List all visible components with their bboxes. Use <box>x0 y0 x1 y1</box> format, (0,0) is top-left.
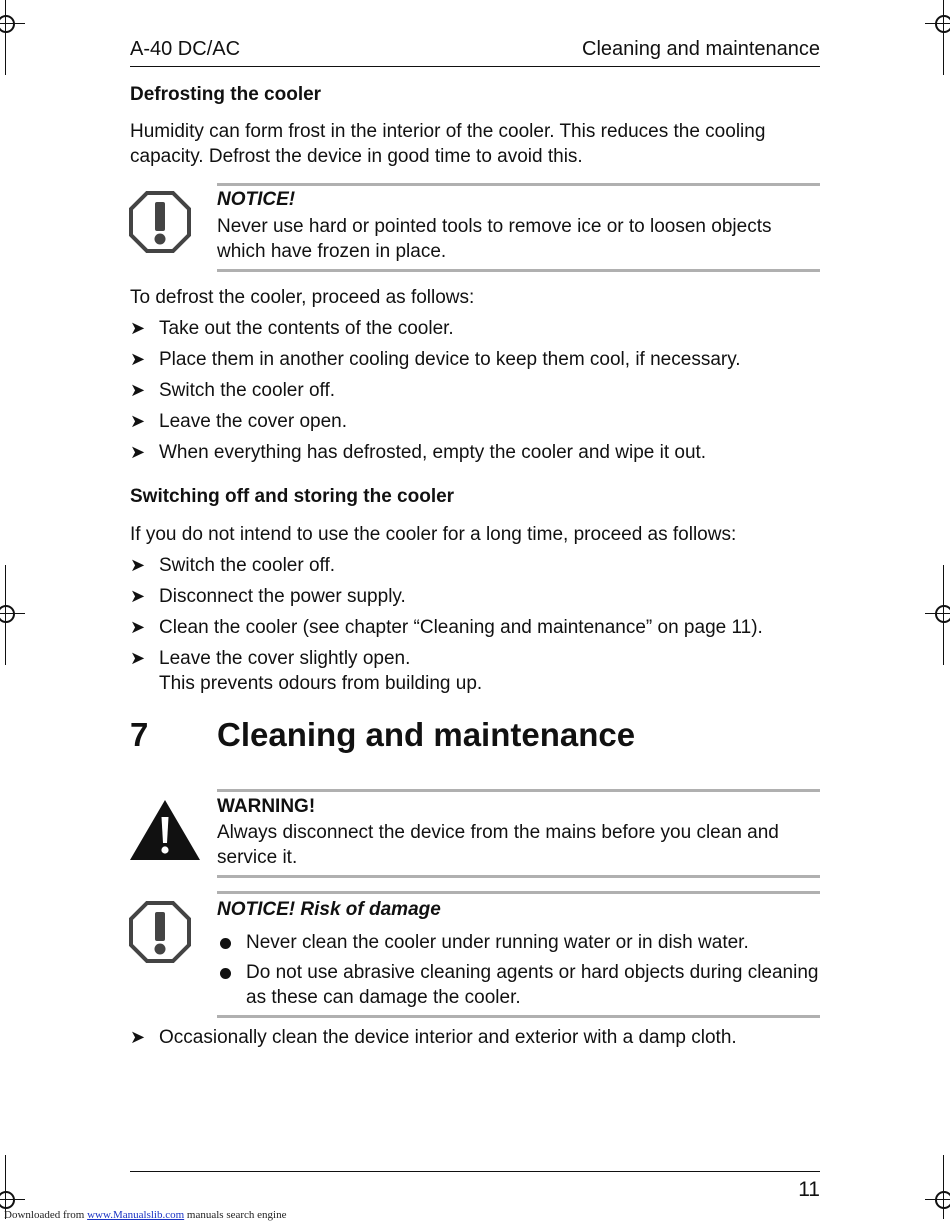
warning-rule-bottom <box>217 875 820 878</box>
chapter-number: 7 <box>130 716 149 753</box>
damage-notice-title: NOTICE! Risk of damage <box>217 899 441 920</box>
notice-rule-top <box>217 183 820 186</box>
defrost-proceed: To defrost the cooler, proceed as follows: <box>130 287 475 308</box>
defrost-notice-title: NOTICE! <box>217 189 296 210</box>
notice-rule-bottom <box>217 269 820 272</box>
defrost-notice-body: Never use hard or pointed tools to remove ice or to loosen objects which have frozen in place. <box>217 216 772 262</box>
step-text: Switch the cooler off. <box>159 380 336 401</box>
registration-mark-bottom-right <box>931 1187 950 1213</box>
arrow-icon: ➤ <box>130 586 146 606</box>
arrow-icon: ➤ <box>130 1027 146 1047</box>
arrow-icon: ➤ <box>130 442 146 462</box>
registration-mark-top-left <box>0 11 19 37</box>
arrow-icon: ➤ <box>130 349 146 369</box>
bullet-text: Never clean the cooler under running water or in dish water. <box>246 932 749 953</box>
step-text: Disconnect the power supply. <box>159 586 406 607</box>
storing-intro: If you do not intend to use the cooler for a long time, proceed as follows: <box>130 524 737 545</box>
defrost-intro: Humidity can form frost in the interior of the cooler. This reduces the cooling capacity. Defrost the device in good time to avoid this. <box>130 121 766 167</box>
warning-body: Always disconnect the device from the mains before you clean and service it. <box>217 822 779 868</box>
footer-rule <box>130 1171 820 1172</box>
registration-mark-mid-right <box>931 601 950 627</box>
header-model: A-40 DC/AC <box>130 38 241 60</box>
step-text: When everything has defrosted, empty the cooler and wipe it out. <box>159 442 707 463</box>
page-number: 11 <box>798 1178 820 1201</box>
bullet-dot <box>220 938 231 949</box>
storing-heading: Switching off and storing the cooler <box>130 486 455 507</box>
notice-rule-top <box>217 891 820 894</box>
trim-line <box>5 1155 6 1205</box>
warning-triangle-icon <box>129 799 201 861</box>
bullet-dot <box>220 968 231 979</box>
header-section: Cleaning and maintenance <box>582 38 820 60</box>
arrow-icon: ➤ <box>130 648 146 668</box>
defrost-heading: Defrosting the cooler <box>130 84 322 105</box>
arrow-icon: ➤ <box>130 318 146 338</box>
trim-line <box>943 565 944 665</box>
trim-line <box>943 0 944 75</box>
trim-line <box>5 0 6 75</box>
registration-mark-mid-left <box>0 601 19 627</box>
chapter-title: Cleaning and maintenance <box>217 716 636 753</box>
arrow-icon: ➤ <box>130 617 146 637</box>
warning-title: WARNING! <box>217 796 316 817</box>
download-note <box>4 1209 286 1221</box>
manualslib-link[interactable]: www.Manualslib.com <box>87 1209 185 1221</box>
arrow-icon: ➤ <box>130 555 146 575</box>
notice-rule-bottom <box>217 1015 820 1018</box>
download-suffix: manuals search engine <box>184 1209 287 1221</box>
arrow-icon: ➤ <box>130 380 146 400</box>
step-text: Place them in another cooling device to keep them cool, if necessary. <box>159 349 741 370</box>
step-text: Occasionally clean the device interior and exterior with a damp cloth. <box>159 1027 737 1048</box>
step-text: Take out the contents of the cooler. <box>159 318 454 339</box>
download-prefix: Downloaded from <box>4 1209 88 1221</box>
step-text: Switch the cooler off. <box>159 555 336 576</box>
step-result-text: This prevents odours from building up. <box>159 673 483 694</box>
arrow-icon: ➤ <box>130 411 146 431</box>
notice-icon <box>129 191 191 253</box>
step-text: Leave the cover slightly open. <box>159 648 411 669</box>
step-text: Leave the cover open. <box>159 411 348 432</box>
bullet-text: Do not use abrasive cleaning agents or hard objects during cleaning as these can damage the cooler. <box>246 962 819 1008</box>
trim-line <box>943 1155 944 1205</box>
notice-icon <box>129 901 191 963</box>
trim-line <box>5 565 6 665</box>
registration-mark-top-right <box>931 11 950 37</box>
header-rule <box>130 66 820 67</box>
step-text: Clean the cooler (see chapter “Cleaning and maintenance” on page 11). <box>159 617 763 638</box>
warning-rule-top <box>217 789 820 792</box>
